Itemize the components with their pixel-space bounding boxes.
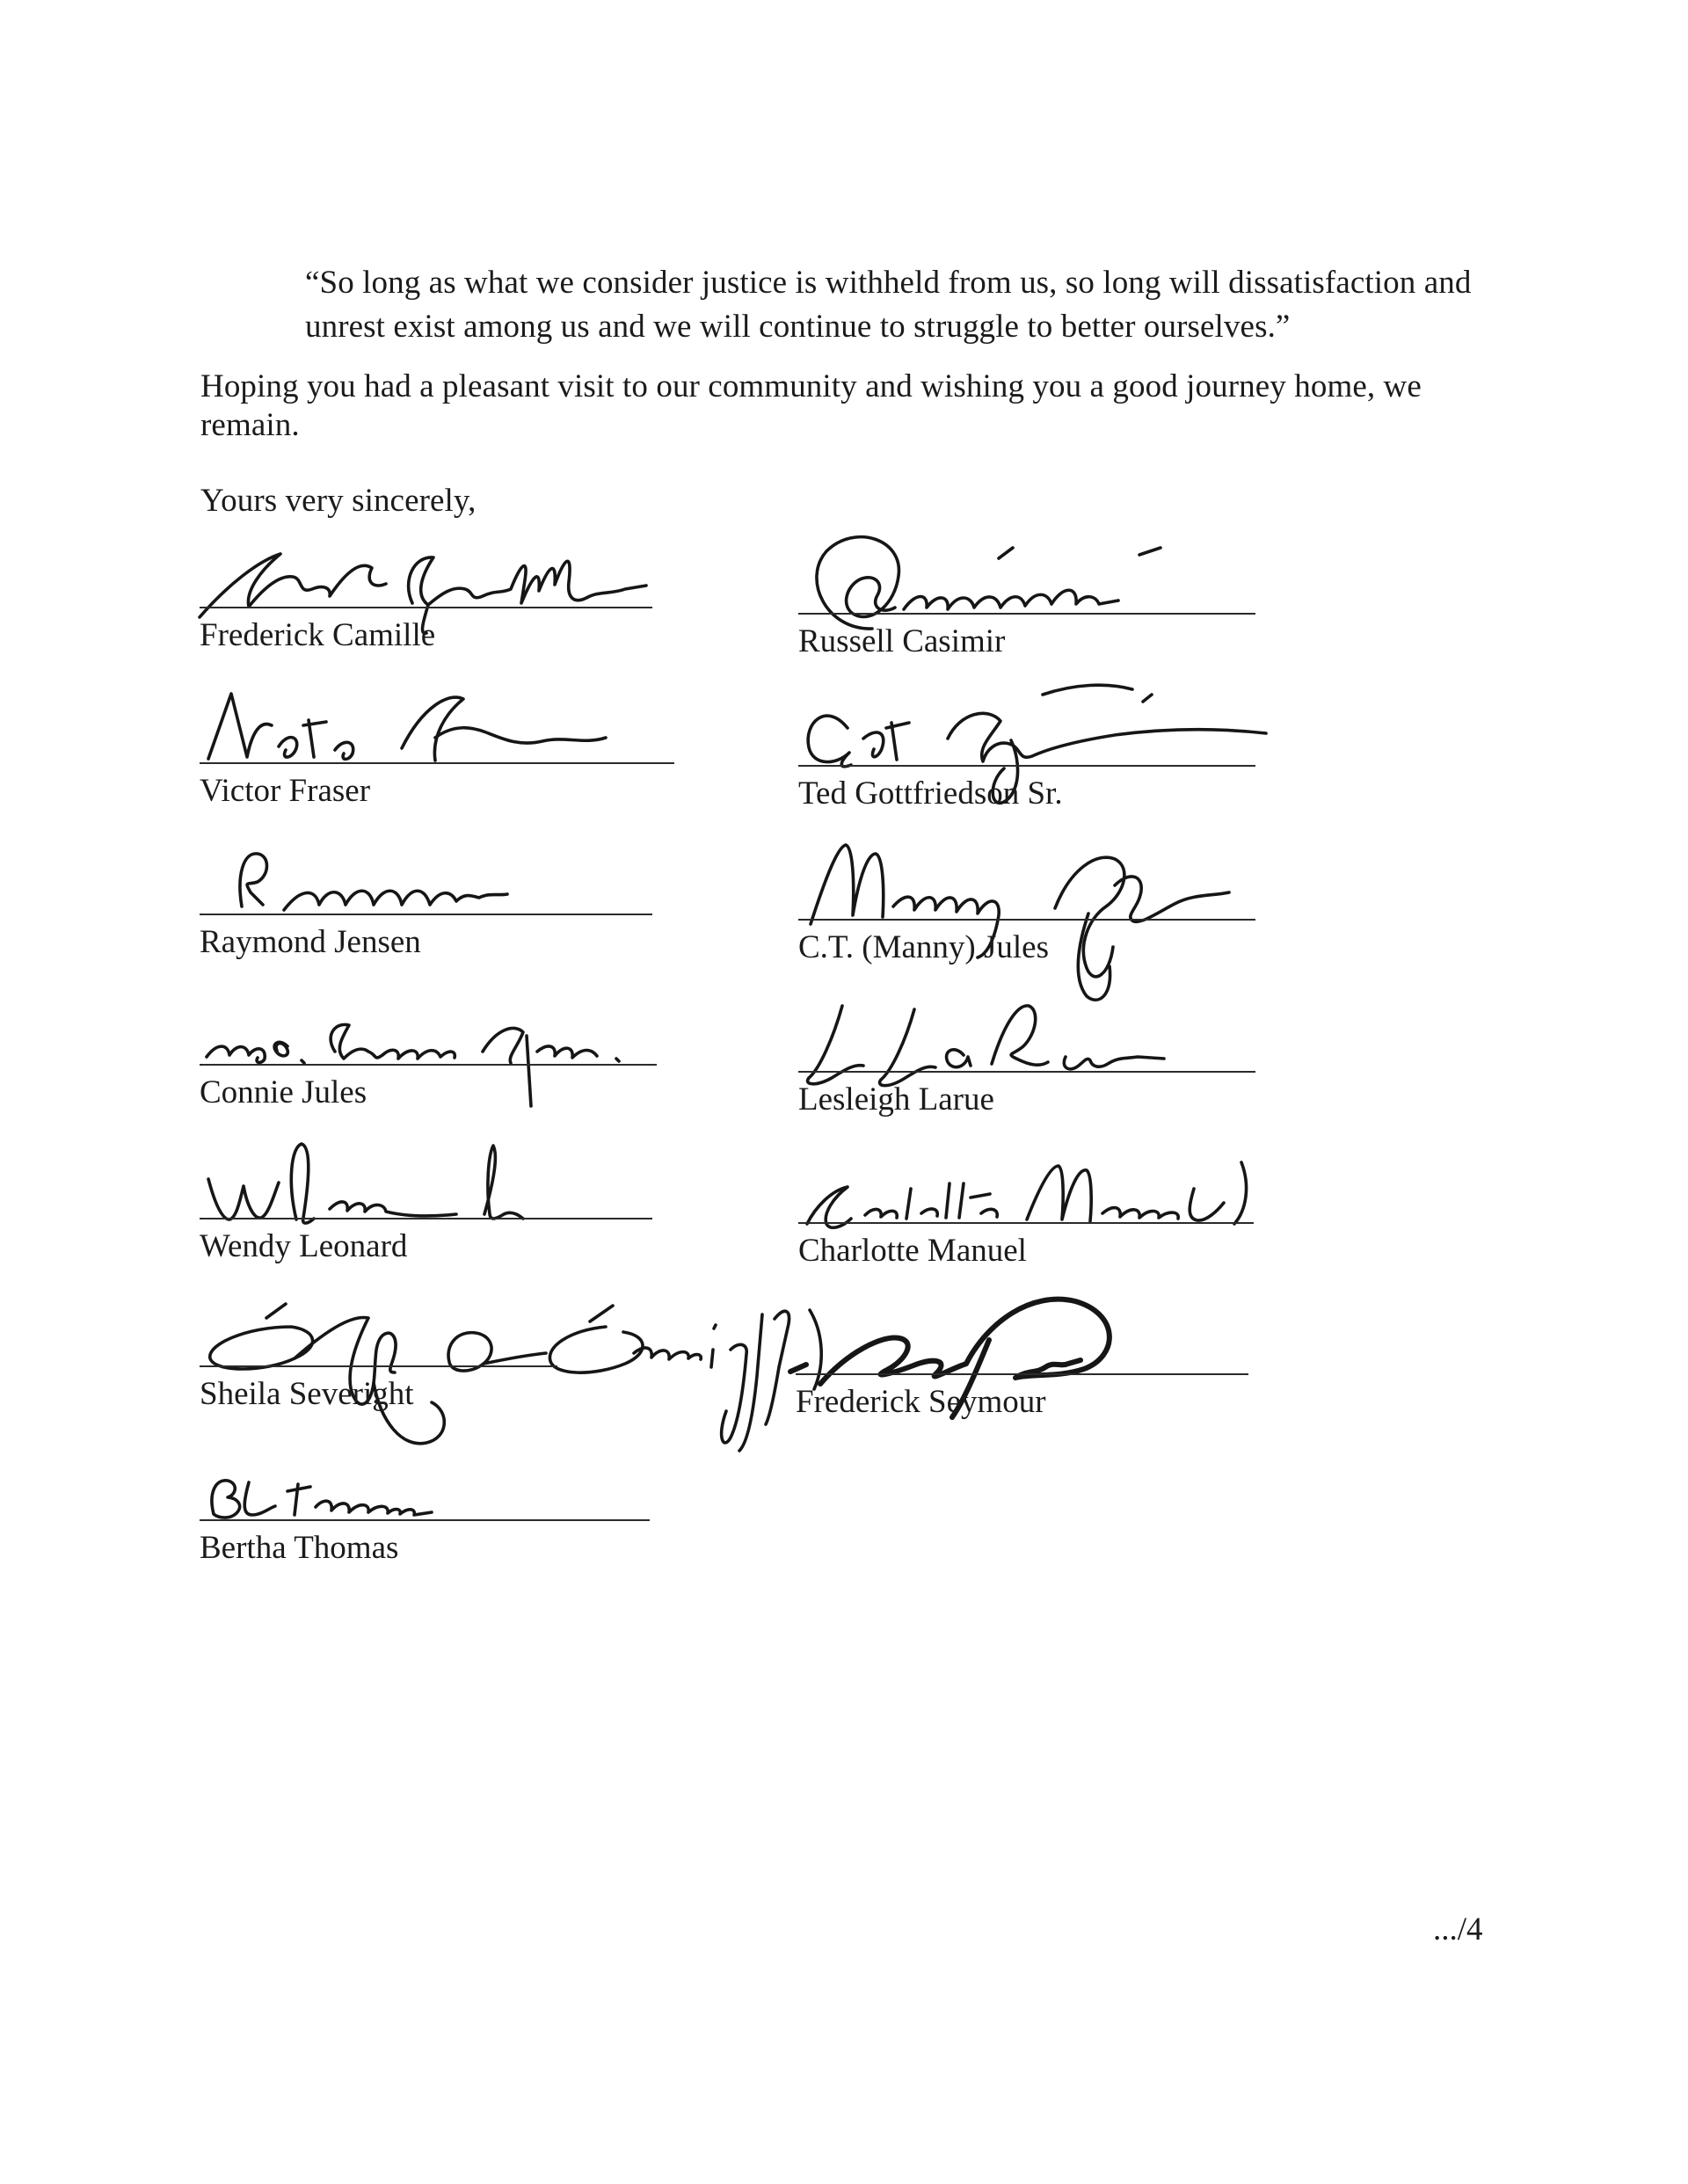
quote-line: “So long as what we consider justice is withheld from us, so long will dissatisfaction and: [305, 265, 1472, 301]
signature-block: [200, 762, 674, 819]
signature-name: Wendy Leonard: [200, 1228, 408, 1264]
page-number-marker: .../4: [1433, 1911, 1483, 1947]
signature-name: Connie Jules: [200, 1074, 367, 1110]
signature-line: [798, 613, 1255, 615]
signature-block: [798, 1071, 1255, 1127]
signature-line: [200, 1365, 557, 1367]
signature-line: [796, 1373, 1248, 1375]
signature-name: Sheila Severight: [200, 1376, 414, 1412]
signature-name: Frederick Seymour: [796, 1384, 1046, 1420]
signature-name: Frederick Camille: [200, 617, 436, 653]
signature-block: [798, 613, 1255, 669]
signature-block: [798, 919, 1255, 975]
closing-line: remain.: [200, 407, 300, 443]
signature-line: [200, 1218, 652, 1219]
signature-block: [200, 607, 652, 663]
signature-line: [798, 919, 1255, 921]
signature-line: [798, 1222, 1254, 1224]
signature-name: Victor Fraser: [200, 773, 371, 809]
signature-block: [200, 1365, 557, 1422]
signature-line: [200, 762, 674, 764]
signature-name: Bertha Thomas: [200, 1530, 399, 1566]
signature-block: [200, 1064, 657, 1120]
valediction: Yours very sincerely,: [200, 483, 477, 519]
signature-name: C.T. (Manny) Jules: [798, 929, 1049, 965]
signature-name: Charlotte Manuel: [798, 1233, 1027, 1269]
quote-line: unrest exist among us and we will continue to struggle to better ourselves.”: [305, 309, 1291, 345]
signature-block: [200, 914, 652, 970]
signature-name: Ted Gottfriedson Sr.: [798, 775, 1063, 812]
signature-line: [200, 914, 652, 915]
signature-line: [798, 765, 1255, 767]
signature-block: [796, 1373, 1248, 1430]
signature-block: [798, 1222, 1254, 1278]
signature-line: [200, 1064, 657, 1066]
signature-line: [200, 1519, 650, 1521]
signature-block: [200, 1218, 652, 1274]
signature-line: [200, 607, 652, 608]
signature-name: Raymond Jensen: [200, 924, 421, 960]
signature-block: [798, 765, 1255, 821]
closing-line: Hoping you had a pleasant visit to our community and wishing you a good journey home, we: [200, 368, 1422, 404]
signature-line: [798, 1071, 1255, 1073]
signature-block: [200, 1519, 650, 1576]
signature-name: Russell Casimir: [798, 623, 1006, 659]
signature-name: Lesleigh Larue: [798, 1081, 994, 1117]
